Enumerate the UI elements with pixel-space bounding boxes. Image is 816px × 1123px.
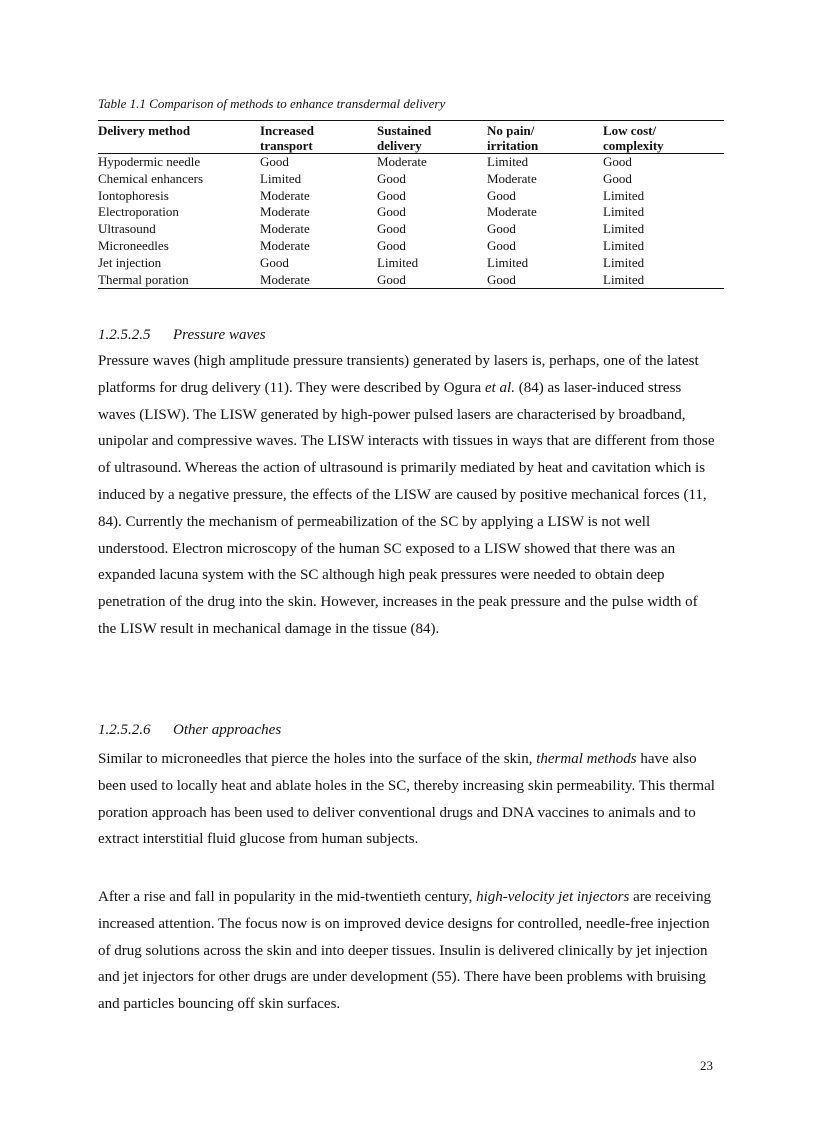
header-delivery-method: Delivery method xyxy=(98,123,191,138)
table-cell: Moderate xyxy=(260,221,310,237)
header-sustained-delivery: Sustained delivery xyxy=(377,123,432,153)
table-cell: Moderate xyxy=(260,271,310,287)
header-increased-transport: Increased transport xyxy=(260,123,314,153)
emphasis-thermal-methods: thermal methods xyxy=(536,751,637,767)
table-cell: Moderate xyxy=(377,154,427,169)
table-cell: Moderate xyxy=(260,187,310,203)
table-cell: Limited xyxy=(487,254,529,270)
table-row xyxy=(98,188,724,205)
section-heading-pressure-waves xyxy=(98,327,266,344)
table-cell: Moderate xyxy=(487,170,537,186)
table-cell: Good xyxy=(377,221,406,237)
comparison-table xyxy=(98,120,724,289)
table-row xyxy=(98,154,724,171)
table-cell: Good xyxy=(603,170,632,186)
table-caption: Table 1.1 Comparison of methods to enhance transdermal delivery xyxy=(98,96,446,111)
table-cell: Ultrasound xyxy=(98,221,156,237)
table-cell: Chemical enhancers xyxy=(98,170,204,186)
table-cell: Limited xyxy=(487,154,529,169)
table-cell: Limited xyxy=(260,170,302,186)
section-number: 1.2.5.2.6 xyxy=(98,722,151,738)
page-number: 23 xyxy=(700,1058,713,1073)
table-cell: Moderate xyxy=(260,237,310,253)
table-row xyxy=(98,255,724,272)
table-cell: Limited xyxy=(603,237,645,253)
header-low-cost-complexity: Low cost/ complexity xyxy=(603,123,664,153)
table-cell: Limited xyxy=(603,271,645,287)
table-cell: Good xyxy=(487,237,516,253)
table-cell: Good xyxy=(603,154,632,169)
section-title: Pressure waves xyxy=(173,327,266,343)
table-cell: Limited xyxy=(603,204,645,220)
table-cell: Jet injection xyxy=(98,254,162,270)
table-cell: Microneedles xyxy=(98,237,169,253)
table-row xyxy=(98,221,724,238)
table-body xyxy=(98,154,724,289)
table-cell: Good xyxy=(377,170,406,186)
table-cell: Moderate xyxy=(260,204,310,220)
table-row xyxy=(98,204,724,221)
table-cell: Electroporation xyxy=(98,204,179,220)
paragraph-jet-injectors: After a rise and fall in popularity in the mid-twentieth century, high-velocity jet injectors are receiving increased attention. The focus now is on improved device designs for controlled, needle-free injection of drug solutions across the skin and into deeper tissues. Insulin is delivered clinically by jet injection and jet injectors for other drugs are under development (55). There have been problems with bruising and particles bouncing off skin surfaces. xyxy=(98,889,711,1013)
table-row xyxy=(98,238,724,255)
table-cell: Good xyxy=(377,187,406,203)
paragraph-thermal-methods: Similar to microneedles that pierce the holes into the surface of the skin, thermal methods have also been used to locally heat and ablate holes in the SC, thereby increasing skin permeability. This thermal poration approach has been used to deliver conventional drugs and DNA vaccines to animals and to extract interstitial fluid glucose from human subjects. xyxy=(98,751,715,848)
table-header xyxy=(98,121,724,154)
table-cell: Good xyxy=(377,237,406,253)
table-cell: Limited xyxy=(603,187,645,203)
table-header-row xyxy=(98,121,724,154)
table-cell: Moderate xyxy=(487,204,537,220)
table-cell: Hypodermic needle xyxy=(98,154,201,169)
table-cell: Good xyxy=(487,271,516,287)
table-cell: Thermal poration xyxy=(98,271,189,287)
section-number: 1.2.5.2.5 xyxy=(98,327,151,343)
table-cell: Limited xyxy=(603,221,645,237)
section-title: Other approaches xyxy=(173,722,282,738)
emphasis-et-al: et al. xyxy=(484,379,515,396)
header-no-pain-irritation: No pain/ irritation xyxy=(487,123,539,153)
table-cell: Good xyxy=(260,154,289,169)
table-cell: Limited xyxy=(603,254,645,270)
table-cell: Good xyxy=(487,187,516,203)
table-cell: Iontophoresis xyxy=(98,187,169,203)
paragraph-pressure-waves: Pressure waves (high amplitude pressure transients) generated by lasers is, perhaps, one of the latest platforms for drug delivery (11). They were described by Ogura et al. (84) as laser-induced stress waves (LISW). The LISW generated by high-power pulsed lasers are characterised by broadband, unipolar and compressive waves. The LISW interacts with tissues in ways that are different from those of ultrasound. Whereas the action of ultrasound is primarily mediated by heat and cavitation which is induced by a negative pressure, the effects of the LISW are caused by positive mechanical forces (11, 84). Currently the mechanism of permeabilization of the SC by applying a LISW is not well understood. Electron microscopy of the human SC exposed to a LISW showed that there was an expanded lacuna system with the SC although high peak pressures were needed to obtain deep penetration of the drug into the skin. However, increases in the peak pressure and the pulse width of the LISW result in mechanical damage in the tissue (84). xyxy=(98,353,715,637)
table-row xyxy=(98,171,724,188)
table-cell: Good xyxy=(377,204,406,220)
table-cell: Limited xyxy=(377,254,419,270)
emphasis-jet-injectors: high-velocity jet injectors xyxy=(476,889,630,905)
table-row xyxy=(98,272,724,289)
section-heading-other-approaches xyxy=(98,722,281,739)
table-cell: Good xyxy=(260,254,289,270)
table-cell: Good xyxy=(377,271,406,287)
table-cell: Good xyxy=(487,221,516,237)
